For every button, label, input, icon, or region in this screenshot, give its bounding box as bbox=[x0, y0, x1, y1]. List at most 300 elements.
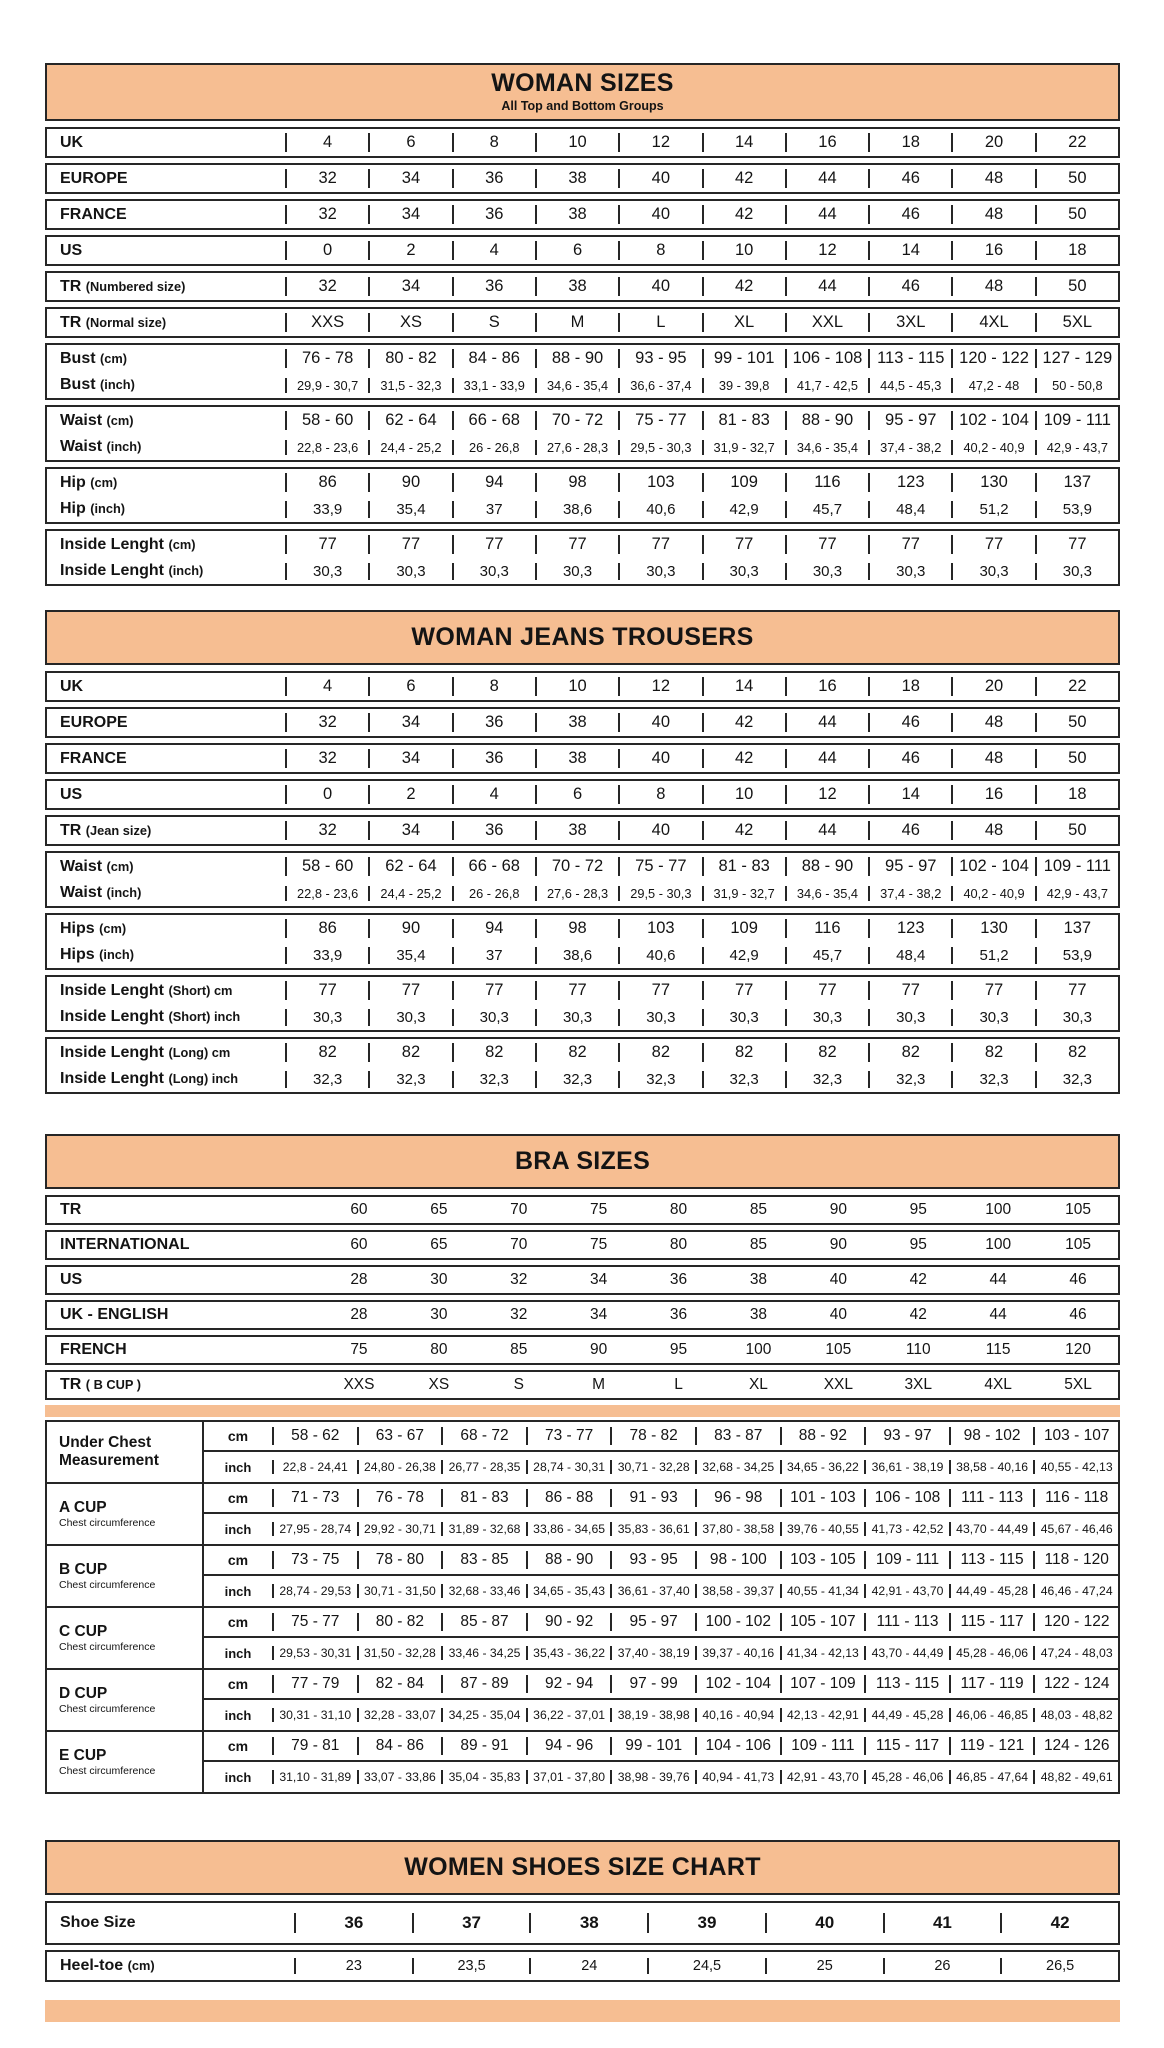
size-value: 34,6 - 35,4 bbox=[535, 378, 618, 393]
cup-measure-value: 48,03 - 48,82 bbox=[1033, 1708, 1118, 1722]
cup-measure-value: 111 - 113 bbox=[864, 1613, 949, 1631]
size-value: 77 bbox=[951, 535, 1034, 554]
size-value: 42 bbox=[702, 713, 785, 732]
table-row bbox=[47, 496, 1118, 522]
cup-measure-value: 63 - 67 bbox=[357, 1427, 442, 1445]
size-value: 24,5 bbox=[647, 1958, 765, 1974]
size-value: 30,3 bbox=[868, 1009, 951, 1026]
size-value: 0 bbox=[285, 785, 368, 804]
cup-measure-value: 89 - 91 bbox=[441, 1737, 526, 1755]
cup-measure-value: 30,71 - 31,50 bbox=[357, 1584, 442, 1598]
row-label-detail: (cm) bbox=[127, 1958, 155, 1973]
size-value: 34 bbox=[368, 713, 451, 732]
size-value: 32,3 bbox=[1035, 1071, 1118, 1088]
size-value: 44 bbox=[785, 821, 868, 840]
size-value: 10 bbox=[535, 133, 618, 152]
size-value: 50 bbox=[1035, 205, 1118, 224]
bottom-accent-bar bbox=[45, 2000, 1120, 2022]
size-value: 98 bbox=[535, 919, 618, 938]
table-row bbox=[47, 531, 1118, 558]
cup-measure-value: 26,77 - 28,35 bbox=[441, 1460, 526, 1474]
cup-measure-value: 40,16 - 40,94 bbox=[695, 1708, 780, 1722]
size-value: 32 bbox=[285, 169, 368, 188]
jeans-rows bbox=[45, 671, 1120, 1094]
size-value: 32,3 bbox=[368, 1071, 451, 1088]
cup-measure-row bbox=[204, 1422, 1118, 1452]
cup-measure-value: 29,92 - 30,71 bbox=[357, 1522, 442, 1536]
table-row-strip bbox=[45, 1335, 1120, 1365]
table-row bbox=[47, 915, 1118, 942]
size-value: 62 - 64 bbox=[368, 411, 451, 430]
row-label: Shoe Size bbox=[60, 1914, 136, 1931]
table-row-strip bbox=[45, 1265, 1120, 1295]
row-label: Inside Lenght (inch) bbox=[60, 562, 204, 579]
size-value: 32 bbox=[285, 277, 368, 296]
cup-measure-value: 46,46 - 47,24 bbox=[1033, 1584, 1118, 1598]
cup-sublabel: Chest circumference bbox=[59, 1703, 156, 1716]
row-label: Bust (inch) bbox=[60, 376, 135, 393]
cup-measure-value: 44,49 - 45,28 bbox=[864, 1708, 949, 1722]
size-value: 10 bbox=[702, 241, 785, 260]
size-value: 32 bbox=[510, 1271, 528, 1288]
cup-measure-row bbox=[204, 1638, 1118, 1668]
size-value: 77 bbox=[702, 535, 785, 554]
table-row bbox=[47, 942, 1118, 968]
size-value: 30,3 bbox=[285, 1009, 368, 1026]
size-value: 77 bbox=[951, 981, 1034, 1000]
size-value: 32,3 bbox=[618, 1071, 701, 1088]
size-value: 30,3 bbox=[702, 1009, 785, 1026]
size-value: 77 bbox=[535, 535, 618, 554]
size-value: XXL bbox=[823, 1376, 853, 1393]
cup-measure-value: 68 - 72 bbox=[441, 1427, 526, 1445]
size-value: 46 bbox=[1069, 1271, 1087, 1288]
size-value: 93 - 95 bbox=[618, 349, 701, 368]
row-label: Inside Lenght (Long) cm bbox=[60, 1043, 231, 1061]
size-value: 27,6 - 28,3 bbox=[535, 886, 618, 901]
cup-measure-value: 86 - 88 bbox=[526, 1489, 611, 1507]
cup-measure-value: 78 - 80 bbox=[357, 1551, 442, 1569]
size-value: 82 bbox=[368, 1043, 451, 1062]
cup-measure-value: 90 - 92 bbox=[526, 1613, 611, 1631]
size-value: 77 bbox=[535, 981, 618, 1000]
cup-group-rows bbox=[202, 1670, 1118, 1730]
table-row bbox=[47, 237, 1118, 264]
cup-group-label bbox=[47, 1670, 202, 1730]
size-value: 3XL bbox=[868, 313, 951, 332]
cup-measure-value: 35,83 - 36,61 bbox=[610, 1522, 695, 1536]
cup-group-label bbox=[47, 1608, 202, 1668]
table-row-strip bbox=[45, 779, 1120, 810]
cup-measure-value: 30,31 - 31,10 bbox=[272, 1708, 357, 1722]
table-row bbox=[47, 129, 1118, 156]
size-value: 40 bbox=[618, 277, 701, 296]
cup-measure-value: 88 - 92 bbox=[780, 1427, 865, 1445]
size-value: 26,5 bbox=[1000, 1958, 1118, 1974]
cup-measure-value: 84 - 86 bbox=[357, 1737, 442, 1755]
size-value: XL bbox=[702, 313, 785, 332]
size-value: 36 bbox=[452, 713, 535, 732]
size-value: 39 - 39,8 bbox=[702, 378, 785, 393]
row-label-detail: (Jean size) bbox=[85, 822, 152, 838]
unit-label: cm bbox=[227, 1676, 249, 1692]
size-value: 38 bbox=[535, 169, 618, 188]
size-value: 37 bbox=[412, 1913, 530, 1933]
cup-measure-value: 106 - 108 bbox=[864, 1489, 949, 1507]
table-row-strip bbox=[45, 1230, 1120, 1260]
size-value: 38 bbox=[529, 1913, 647, 1933]
size-value: 82 bbox=[702, 1043, 785, 1062]
row-label: TR (Jean size) bbox=[60, 821, 152, 839]
size-value: 50 bbox=[1035, 821, 1118, 840]
size-value: 3XL bbox=[904, 1376, 933, 1393]
cup-name: Under Chest Measurement bbox=[59, 1434, 159, 1469]
row-label-detail: (Normal size) bbox=[85, 314, 167, 330]
row-label: Hips (inch) bbox=[60, 946, 134, 963]
size-value: 38 bbox=[535, 205, 618, 224]
size-value: XS bbox=[368, 313, 451, 332]
cup-measure-value: 31,50 - 32,28 bbox=[357, 1646, 442, 1660]
cup-measure-value: 81 - 83 bbox=[441, 1489, 526, 1507]
size-value: 36 bbox=[294, 1913, 412, 1933]
size-value: 44 bbox=[785, 205, 868, 224]
size-value: 58 - 60 bbox=[285, 857, 368, 876]
cup-measure-value: 103 - 107 bbox=[1033, 1427, 1118, 1445]
table-row bbox=[47, 469, 1118, 496]
size-value: 65 bbox=[430, 1236, 448, 1253]
size-value: 46 bbox=[868, 205, 951, 224]
cup-measure-row bbox=[204, 1762, 1118, 1792]
size-value: 123 bbox=[868, 473, 951, 492]
size-value: 38 bbox=[535, 277, 618, 296]
size-value: 82 bbox=[868, 1043, 951, 1062]
table-row-strip bbox=[45, 343, 1120, 400]
cup-measure-value: 24,80 - 26,38 bbox=[357, 1460, 442, 1474]
size-value: 77 bbox=[785, 535, 868, 554]
table-row bbox=[47, 1337, 1118, 1363]
size-value: 30 bbox=[430, 1306, 448, 1323]
size-value: 38 bbox=[749, 1271, 768, 1288]
cup-measure-value: 29,53 - 30,31 bbox=[272, 1646, 357, 1660]
cup-name: A CUP bbox=[59, 1498, 107, 1516]
size-value: 77 bbox=[618, 535, 701, 554]
cup-measure-value: 116 - 118 bbox=[1033, 1489, 1118, 1507]
size-value: 113 - 115 bbox=[868, 349, 951, 368]
row-label: Heel-toe (cm) bbox=[60, 1957, 155, 1974]
unit-label: inch bbox=[224, 1769, 252, 1785]
row-label-detail: (inch) bbox=[168, 563, 204, 578]
size-value: 48,4 bbox=[868, 947, 951, 964]
bra-cup-measurement-table bbox=[45, 1420, 1120, 1794]
table-row-strip bbox=[45, 1195, 1120, 1225]
size-value: 103 bbox=[618, 473, 701, 492]
cup-measure-value: 33,46 - 34,25 bbox=[441, 1646, 526, 1660]
table-row-strip bbox=[45, 1370, 1120, 1400]
table-row bbox=[47, 165, 1118, 192]
size-value: 34,6 - 35,4 bbox=[785, 440, 868, 455]
size-value: XL bbox=[748, 1376, 768, 1393]
size-value: 70 bbox=[510, 1236, 528, 1253]
row-label: UK - ENGLISH bbox=[60, 1306, 169, 1323]
size-value: 37 bbox=[452, 947, 535, 964]
table-row bbox=[47, 1004, 1118, 1030]
table-row bbox=[47, 1039, 1118, 1066]
size-value: 26 bbox=[883, 1958, 1001, 1974]
cup-measure-value: 28,74 - 29,53 bbox=[272, 1584, 357, 1598]
row-label: TR bbox=[60, 1201, 82, 1218]
size-value: 28 bbox=[350, 1306, 368, 1323]
size-value: 32,3 bbox=[868, 1071, 951, 1088]
cup-name: C CUP bbox=[59, 1622, 108, 1640]
size-value: 40 bbox=[618, 169, 701, 188]
size-value: 82 bbox=[785, 1043, 868, 1062]
size-value: 16 bbox=[951, 241, 1034, 260]
size-value: 77 bbox=[285, 981, 368, 1000]
table-row-strip bbox=[45, 199, 1120, 230]
cup-measure-row bbox=[204, 1484, 1118, 1514]
size-value: 115 bbox=[985, 1341, 1011, 1358]
size-value: 70 - 72 bbox=[535, 411, 618, 430]
size-value: 16 bbox=[785, 133, 868, 152]
cup-group bbox=[45, 1482, 1120, 1546]
row-label: Inside Lenght (Short) inch bbox=[60, 1008, 241, 1025]
cup-measure-row bbox=[204, 1700, 1118, 1730]
cup-measure-value: 42,91 - 43,70 bbox=[864, 1584, 949, 1598]
size-value: 20 bbox=[951, 133, 1034, 152]
size-value: 34,6 - 35,4 bbox=[785, 886, 868, 901]
size-value: 77 bbox=[368, 981, 451, 1000]
size-value: 32 bbox=[510, 1306, 528, 1323]
cup-group bbox=[45, 1730, 1120, 1794]
cup-measure-value: 73 - 77 bbox=[526, 1427, 611, 1445]
cup-name: E CUP bbox=[59, 1746, 107, 1764]
cup-measure-value: 40,55 - 41,34 bbox=[780, 1584, 865, 1598]
size-value: 40,2 - 40,9 bbox=[951, 886, 1034, 901]
size-value: 77 bbox=[368, 535, 451, 554]
size-value: 70 - 72 bbox=[535, 857, 618, 876]
size-value: 46 bbox=[868, 713, 951, 732]
size-value: 48 bbox=[951, 713, 1034, 732]
cup-measure-value: 30,71 - 32,28 bbox=[610, 1460, 695, 1474]
size-value: 26 - 26,8 bbox=[452, 440, 535, 455]
table-row bbox=[47, 309, 1118, 336]
size-value: 109 bbox=[702, 919, 785, 938]
size-value: 28 bbox=[350, 1271, 368, 1288]
table-row bbox=[47, 1267, 1118, 1293]
row-label-detail: (Long) cm bbox=[168, 1044, 231, 1060]
bra-header bbox=[45, 1134, 1120, 1189]
row-label: UK bbox=[60, 677, 84, 695]
size-value: 50 - 50,8 bbox=[1035, 378, 1118, 393]
size-value: 95 - 97 bbox=[868, 857, 951, 876]
cup-measure-value: 35,04 - 35,83 bbox=[441, 1770, 526, 1784]
size-value: 70 bbox=[510, 1201, 528, 1218]
size-value: 77 bbox=[452, 981, 535, 1000]
cup-measure-value: 104 - 106 bbox=[695, 1737, 780, 1755]
size-value: 116 bbox=[785, 473, 868, 492]
size-value: 32 bbox=[285, 713, 368, 732]
size-value: 22 bbox=[1035, 677, 1118, 696]
size-value: 42 bbox=[909, 1306, 927, 1323]
cup-measure-value: 120 - 122 bbox=[1033, 1613, 1118, 1631]
size-value: 34 bbox=[368, 749, 451, 768]
row-label: Hip (cm) bbox=[60, 473, 118, 491]
row-label: Bust (cm) bbox=[60, 349, 128, 367]
size-value: 12 bbox=[785, 241, 868, 260]
size-value: 80 bbox=[669, 1236, 688, 1253]
size-value: 40 bbox=[618, 713, 701, 732]
size-value: 4 bbox=[452, 241, 535, 260]
size-value: 12 bbox=[785, 785, 868, 804]
size-value: 36 bbox=[452, 277, 535, 296]
size-value: XS bbox=[428, 1376, 450, 1393]
cup-measure-value: 76 - 78 bbox=[357, 1489, 442, 1507]
size-value: S bbox=[452, 313, 535, 332]
size-value: 48 bbox=[951, 169, 1034, 188]
size-value: 4 bbox=[452, 785, 535, 804]
size-value: 38 bbox=[535, 821, 618, 840]
table-row-strip bbox=[45, 235, 1120, 266]
size-value: 44,5 - 45,3 bbox=[868, 378, 951, 393]
size-value: 36 bbox=[452, 205, 535, 224]
woman-sizes-subtitle: All Top and Bottom Groups bbox=[501, 99, 664, 113]
size-value: 40 bbox=[618, 205, 701, 224]
size-value: XXL bbox=[785, 313, 868, 332]
cup-measure-value: 40,94 - 41,73 bbox=[695, 1770, 780, 1784]
cup-measure-value: 105 - 107 bbox=[780, 1613, 865, 1631]
cup-sublabel: Chest circumference bbox=[59, 1641, 156, 1654]
size-value: 42 bbox=[702, 169, 785, 188]
table-row bbox=[47, 1903, 1118, 1943]
size-value: 40 bbox=[765, 1913, 883, 1933]
cup-group-label bbox=[47, 1732, 202, 1792]
cup-measure-row bbox=[204, 1576, 1118, 1606]
table-row-strip bbox=[45, 671, 1120, 702]
cup-group-label bbox=[47, 1422, 202, 1482]
size-value: 48,4 bbox=[868, 501, 951, 518]
size-value: 95 bbox=[669, 1341, 688, 1358]
cup-measure-value: 94 - 96 bbox=[526, 1737, 611, 1755]
cup-measure-value: 115 - 117 bbox=[864, 1737, 949, 1755]
section-bra-sizes bbox=[45, 1134, 1120, 1794]
cup-measure-value: 38,98 - 39,76 bbox=[610, 1770, 695, 1784]
cup-measure-value: 75 - 77 bbox=[272, 1613, 357, 1631]
cup-measure-value: 113 - 115 bbox=[949, 1551, 1034, 1569]
cup-group bbox=[45, 1668, 1120, 1732]
cup-measure-value: 28,74 - 30,31 bbox=[526, 1460, 611, 1474]
size-value: 58 - 60 bbox=[285, 411, 368, 430]
table-row bbox=[47, 1232, 1118, 1258]
size-value: 18 bbox=[868, 677, 951, 696]
cup-measure-value: 103 - 105 bbox=[780, 1551, 865, 1569]
cup-measure-value: 39,76 - 40,55 bbox=[780, 1522, 865, 1536]
cup-measure-row bbox=[204, 1608, 1118, 1638]
size-value: 8 bbox=[452, 677, 535, 696]
row-label: TR ( B CUP ) bbox=[60, 1376, 141, 1393]
size-value: 30,3 bbox=[452, 1009, 535, 1026]
size-value: 16 bbox=[951, 785, 1034, 804]
cup-measure-value: 36,61 - 38,19 bbox=[864, 1460, 949, 1474]
cup-name: D CUP bbox=[59, 1684, 108, 1702]
table-row bbox=[47, 977, 1118, 1004]
size-value: 109 - 111 bbox=[1035, 857, 1118, 876]
table-row-strip bbox=[45, 815, 1120, 846]
size-value: 32,3 bbox=[452, 1071, 535, 1088]
cup-measure-row bbox=[204, 1452, 1118, 1482]
table-row-strip bbox=[45, 1037, 1120, 1094]
cup-measure-value: 101 - 103 bbox=[780, 1489, 865, 1507]
size-value: 50 bbox=[1035, 713, 1118, 732]
row-label: TR (Normal size) bbox=[60, 313, 167, 331]
cup-measure-value: 82 - 84 bbox=[357, 1675, 442, 1693]
cup-measure-value: 93 - 95 bbox=[610, 1551, 695, 1569]
size-value: 42 bbox=[702, 749, 785, 768]
woman-sizes-title: WOMAN SIZES bbox=[491, 69, 674, 97]
cup-measure-value: 39,37 - 40,16 bbox=[695, 1646, 780, 1660]
size-value: 40,6 bbox=[618, 947, 701, 964]
size-value: 82 bbox=[285, 1043, 368, 1062]
size-value: 12 bbox=[618, 677, 701, 696]
size-value: 40 bbox=[618, 749, 701, 768]
cup-measure-value: 48,82 - 49,61 bbox=[1033, 1770, 1118, 1784]
size-value: 90 bbox=[368, 919, 451, 938]
cup-measure-value: 109 - 111 bbox=[780, 1737, 865, 1755]
size-value: 30,3 bbox=[368, 1009, 451, 1026]
size-value: 35,4 bbox=[368, 947, 451, 964]
table-row-strip bbox=[45, 851, 1120, 908]
size-value: 46 bbox=[868, 169, 951, 188]
size-value: 99 - 101 bbox=[702, 349, 785, 368]
size-value: 4 bbox=[285, 133, 368, 152]
size-value: 31,9 - 32,7 bbox=[702, 440, 785, 455]
row-label: Hips (cm) bbox=[60, 919, 127, 937]
size-value: 95 - 97 bbox=[868, 411, 951, 430]
table-row-strip bbox=[45, 529, 1120, 586]
size-value: 77 bbox=[1035, 981, 1118, 1000]
size-value: 50 bbox=[1035, 277, 1118, 296]
cup-measure-value: 111 - 113 bbox=[949, 1489, 1034, 1507]
row-label: Hip (inch) bbox=[60, 500, 126, 517]
size-value: 100 bbox=[985, 1236, 1012, 1253]
size-value: 10 bbox=[702, 785, 785, 804]
table-row-strip bbox=[45, 467, 1120, 524]
size-value: M bbox=[535, 313, 618, 332]
size-value: 42 bbox=[702, 205, 785, 224]
size-value: 137 bbox=[1035, 473, 1118, 492]
size-value: 14 bbox=[702, 677, 785, 696]
size-value: 4 bbox=[285, 677, 368, 696]
cup-measure-value: 36,61 - 37,40 bbox=[610, 1584, 695, 1598]
row-label-detail: (cm) bbox=[90, 474, 118, 490]
size-value: 18 bbox=[1035, 241, 1118, 260]
cup-measure-value: 83 - 85 bbox=[441, 1551, 526, 1569]
cup-measure-value: 31,10 - 31,89 bbox=[272, 1770, 357, 1784]
size-value: 130 bbox=[951, 919, 1034, 938]
cup-sublabel: Chest circumference bbox=[59, 1765, 156, 1778]
size-value: 5XL bbox=[1035, 313, 1118, 332]
row-label: Waist (cm) bbox=[60, 411, 134, 429]
row-label-detail: (inch) bbox=[100, 377, 135, 392]
size-value: 31,9 - 32,7 bbox=[702, 886, 785, 901]
cup-measure-value: 43,70 - 44,49 bbox=[864, 1646, 949, 1660]
row-label: Inside Lenght (Long) inch bbox=[60, 1070, 239, 1087]
size-value: 32,3 bbox=[702, 1071, 785, 1088]
table-row-strip bbox=[45, 405, 1120, 462]
size-value: 35,4 bbox=[368, 501, 451, 518]
size-value: 85 bbox=[749, 1236, 768, 1253]
size-value: 10 bbox=[535, 677, 618, 696]
size-value: 32,3 bbox=[785, 1071, 868, 1088]
